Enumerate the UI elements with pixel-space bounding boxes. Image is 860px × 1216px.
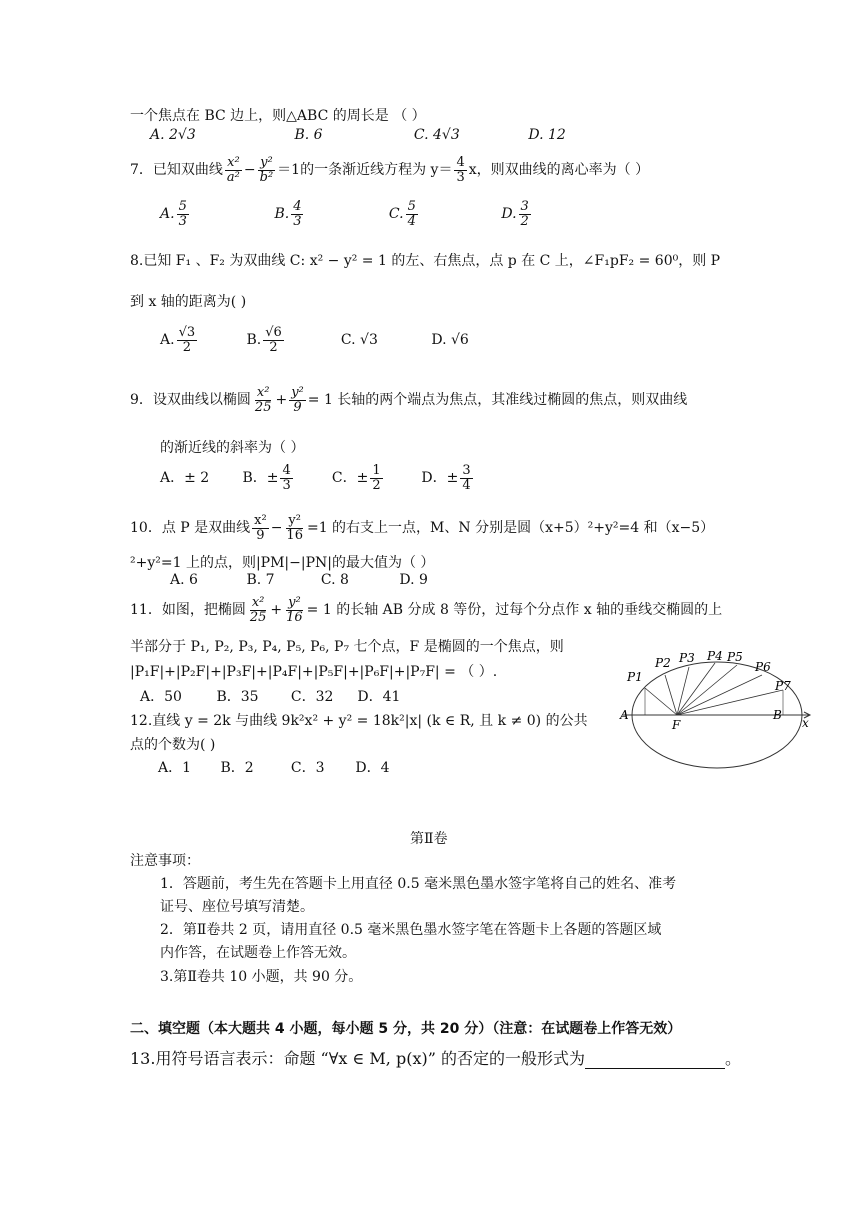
label-f: F	[672, 718, 681, 732]
section2-item-3: 3.第Ⅱ卷共 10 小题，共 90 分。	[160, 969, 363, 985]
q10-option-c: C. 8	[320, 572, 349, 588]
label-x: x	[802, 716, 809, 730]
q11-option-a: A．50	[140, 689, 182, 705]
q10-post: =1 的右支上一点，M、N 分别是圆（x+5）²+y²=4 和（x−5）	[306, 520, 715, 536]
q7-mid: ＝1的一条渐近线方程为 y＝	[277, 162, 453, 178]
label-b: B	[773, 708, 782, 722]
q9-option-b: B．± $\frac{4}{3}$	[242, 462, 291, 493]
section2-item-1: 1．答题前，考生先在答题卡上用直径 0.5 毫米黑色墨水签字笔将自己的姓名、准考	[160, 876, 677, 892]
q7-option-d: D. $\frac{3}{2}$	[501, 198, 529, 229]
q11-options	[140, 686, 400, 706]
q6-options	[150, 127, 566, 143]
fill-heading: 二、填空题（本大题共 4 小题，每小题 5 分，共 20 分）（注意：在试题卷上作答无效）	[130, 1021, 682, 1037]
q12-line2: 点的个数为( )	[130, 737, 216, 753]
q9-option-d: D．± $\frac{3}{4}$	[421, 462, 471, 493]
q12-option-b: B．2	[220, 760, 254, 776]
q8-line2: 到 x 轴的距离为( )	[130, 294, 247, 310]
q6-option-d: D. 12	[528, 127, 566, 143]
q10-pre: 10．点 P 是双曲线	[130, 520, 251, 536]
q6-option-c: C. 4√3	[413, 127, 460, 143]
q8-option-b: B. $\frac{√6}{2}$	[246, 324, 282, 355]
q11-option-d: D．41	[357, 689, 401, 705]
q13-end: 。	[724, 1049, 741, 1068]
q9-option-a: A．± 2	[160, 470, 210, 486]
q8-option-a: A. $\frac{√3}{2}$	[160, 324, 196, 355]
q12-option-d: D．4	[355, 760, 390, 776]
section2-title: 第Ⅱ卷	[410, 831, 448, 847]
label-p7: P7	[775, 679, 791, 693]
q6-option-b: B. 6	[294, 127, 323, 143]
q11-stem: 11．如图，把椭圆 $\frac{\text{x²}}{25}$ + $\frac{\text{y²}}{16}$ = 1 的长轴 AB 分成 8 等份，过每个分点作 x 轴的垂线交椭圆的上	[130, 594, 723, 625]
q13-text: 13.用符号语言表示：命题 “∀x ∈ M, p(x)” 的否定的一般形式为	[130, 1049, 585, 1068]
section2-notice: 注意事项：	[130, 853, 200, 869]
label-a: A	[620, 708, 629, 722]
q8-options	[160, 320, 469, 360]
label-p6: P6	[755, 660, 771, 674]
q7-options	[160, 196, 533, 232]
q12-option-a: A．1	[158, 760, 192, 776]
q8-option-c: C. √3	[340, 332, 378, 348]
section2-item-2-cont: 内作答，在试题卷上作答无效。	[160, 945, 356, 961]
q11-option-c: C．32	[290, 689, 334, 705]
label-p3: P3	[679, 651, 695, 665]
label-p5: P5	[727, 650, 743, 664]
vertical-chords	[645, 688, 783, 715]
q7-frac-y: $\frac{\text{y²}}{\text{b²}}$	[259, 154, 274, 185]
q7-option-c: C. $\frac{5}{4}$	[388, 198, 416, 229]
q7-frac-slope: $\frac{4}{3}$	[456, 154, 465, 185]
q9-line2: 的渐近线的斜率为（ ）	[160, 440, 305, 456]
q11-line3: |P₁F|+|P₂F|+|P₃F|+|P₄F|+|P₅F|+|P₆F|+|P₇F| = （ ）.	[130, 664, 498, 680]
q10-line2: ²+y²=1 上的点，则|PM|−|PN|的最大值为（ ）	[130, 555, 435, 571]
label-p4: P4	[707, 649, 723, 663]
q9-pre: 9．设双曲线以椭圆	[130, 392, 251, 408]
q13	[130, 1046, 741, 1069]
section2-item-2: 2．第Ⅱ卷共 2 页，请用直径 0.5 毫米黑色墨水签字笔在答题卡上各题的答题区域	[160, 922, 662, 938]
q10-option-b: B. 7	[246, 572, 275, 588]
q10-option-d: D. 9	[399, 572, 428, 588]
q9-post: = 1 长轴的两个端点为焦点，其准线过椭圆的焦点，则双曲线	[307, 392, 688, 408]
q9-frac-x: $\frac{\text{x²}}{25}$	[254, 384, 272, 415]
q7-option-b: B. $\frac{4}{3}$	[274, 198, 302, 229]
q7-frac-x: $\frac{\text{x²}}{\text{a²}}$	[226, 154, 240, 185]
q10-stem: 10．点 P 是双曲线 $\frac{\text{x²}}{9}$ − $\frac{\text{y²}}{16}$ =1 的右支上一点，M、N 分别是圆（x+5）²+y²=4 和（x−5）	[130, 512, 715, 543]
q7-option-a: A. $\frac{5}{3}$	[160, 198, 187, 229]
q10-options	[170, 572, 428, 588]
label-p2: P2	[655, 656, 671, 670]
q6-option-a: A. 2√3	[150, 127, 196, 143]
q7-stem: 7．已知双曲线 $\frac{\text{x²}}{\text{a²}}$ − $\frac{\text{y²}}{\text{b²}}$ ＝1的一条渐近线方程为 y＝ $\frac{4}{3}$ x，则双曲线的离心率为（ ）	[130, 154, 650, 185]
q10-frac-x: $\frac{\text{x²}}{9}$	[254, 512, 267, 543]
q11-line2: 半部分于 P₁, P₂, P₃, P₄, P₅, P₆, P₇ 七个点，F 是椭圆的一个焦点，则	[130, 639, 564, 655]
ellipse-diagram	[615, 645, 815, 780]
q7-pre: 7．已知双曲线	[130, 162, 223, 178]
q9-frac-y: $\frac{\text{y²}}{9}$	[291, 384, 304, 415]
q9-options	[160, 458, 475, 498]
q11-pre: 11．如图，把椭圆	[130, 602, 246, 618]
q9-stem: 9．设双曲线以椭圆 $\frac{\text{x²}}{25}$ + $\frac{\text{y²}}{9}$ = 1 长轴的两个端点为焦点，其准线过椭圆的焦点，则双曲线	[130, 384, 688, 415]
label-p1: P1	[627, 670, 643, 684]
q12-options	[158, 757, 390, 777]
q9-option-c: C．± $\frac{1}{2}$	[331, 462, 381, 493]
q11-option-b: B．35	[216, 689, 259, 705]
q8-option-d: D. √6	[431, 332, 469, 348]
q8-line1: 8.已知 F₁ 、F₂ 为双曲线 C: x² − y² = 1 的左、右焦点，点 p 在 C 上，∠F₁pF₂ = 60⁰，则 P	[130, 253, 721, 269]
q11-frac-y: $\frac{\text{y²}}{16}$	[286, 594, 303, 625]
q11-post: = 1 的长轴 AB 分成 8 等份，过每个分点作 x 轴的垂线交椭圆的上	[306, 602, 723, 618]
q13-answer-blank[interactable]	[585, 1052, 725, 1069]
q7-post: x，则双曲线的离心率为（ ）	[468, 162, 650, 178]
section2-item-1-cont: 证号、座位号填写清楚。	[160, 899, 314, 915]
q10-frac-y: $\frac{\text{y²}}{16}$	[286, 512, 303, 543]
q11-frac-x: $\frac{\text{x²}}{25}$	[249, 594, 267, 625]
q10-option-a: A. 6	[170, 572, 198, 588]
q6-stem: 一个焦点在 BC 边上，则△ABC 的周长是 （ ）	[130, 108, 426, 124]
q12-option-c: C．3	[290, 760, 325, 776]
q12-line1: 12.直线 y = 2k 与曲线 9k²x² + y² = 18k²|x| (k ∈ R, 且 k ≠ 0) 的公共	[130, 713, 588, 729]
